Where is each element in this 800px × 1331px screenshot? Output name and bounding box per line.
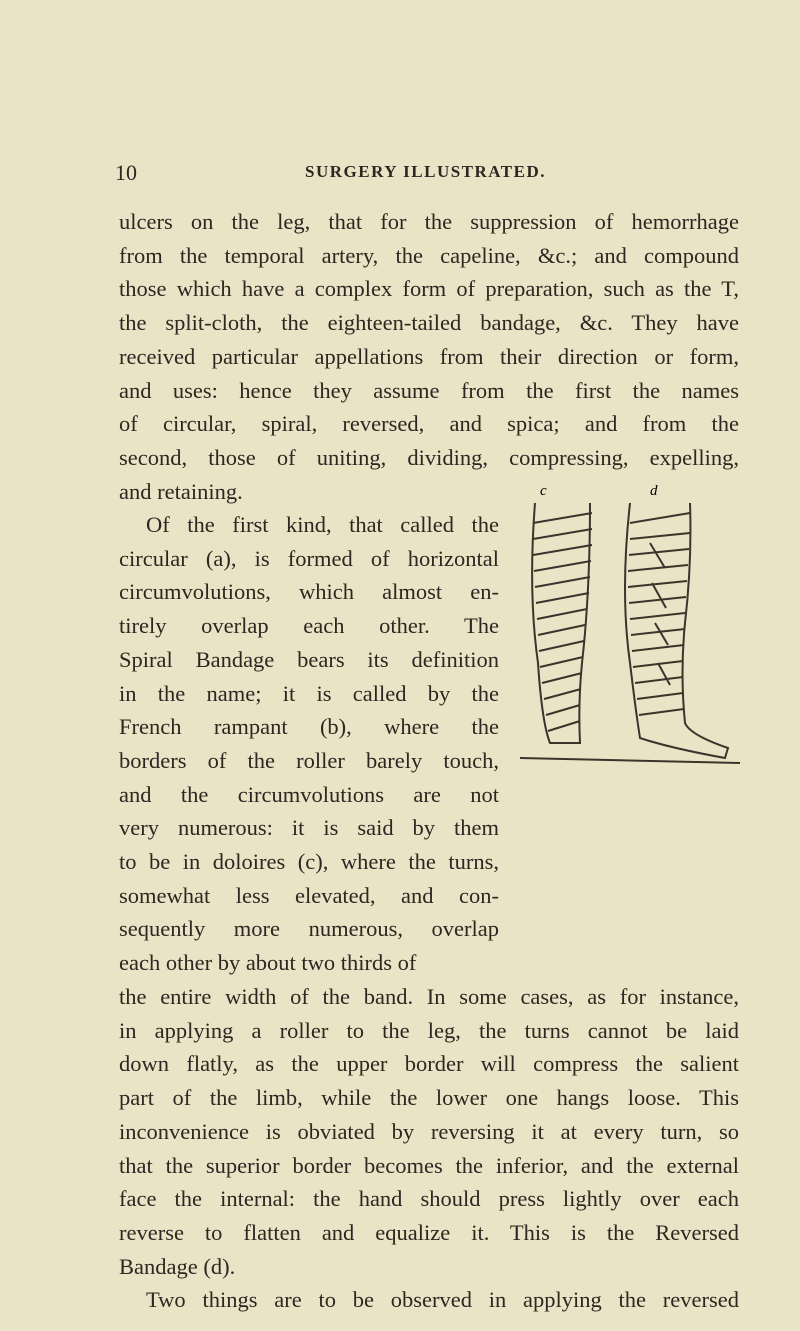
figure-label-c: c [540, 483, 547, 499]
text-line: each other by about two thirds of [119, 950, 417, 976]
bandaged-legs-illustration [480, 473, 750, 783]
text-line: sequently more numerous, overlap [119, 916, 499, 942]
text-line: Spiral Bandage bears its definition [119, 646, 499, 672]
text-line: in the name; it is called by the [119, 680, 499, 706]
text-line: from the temporal artery, the capeline, &c.; and compound [119, 242, 739, 268]
paragraph-2-full [119, 980, 739, 1283]
running-head: SURGERY ILLUSTRATED. [305, 162, 547, 181]
text-line: somewhat less elevated, and con- [119, 882, 499, 908]
text-line: the split-cloth, the eighteen-tailed bandage, &c. They have [119, 310, 739, 336]
page-header [115, 160, 745, 190]
page-number: 10 [115, 160, 137, 185]
text-line: Bandage (d). [119, 1253, 236, 1279]
figure-label-d: d [650, 483, 658, 499]
text-line: received particular appellations from their direction or form, [119, 343, 739, 369]
text-line: borders of the roller barely touch, [119, 747, 499, 773]
text-line: ulcers on the leg, that for the suppression of hemorrhage [119, 209, 739, 234]
text-line: the entire width of the band. In some cases, as for instance, [119, 984, 739, 1009]
text-line: French rampant (b), where the [119, 714, 499, 740]
text-line: tirely overlap each other. The [119, 613, 499, 639]
text-line: inconvenience is obviated by reversing it at every turn, so [119, 1118, 739, 1144]
text-line: Two things are to be observed in applying the reversed [146, 1287, 739, 1312]
text-line: reverse to flatten and equalize it. This is the Reversed [119, 1219, 739, 1245]
text-line: those which have a complex form of preparation, such as the T, [119, 276, 739, 302]
text-line: second, those of uniting, dividing, compressing, expelling, [119, 444, 739, 470]
text-line: and uses: hence they assume from the first the names [119, 377, 739, 403]
text-line: in applying a roller to the leg, the turns cannot be laid [119, 1017, 739, 1043]
text-line: to be in doloires (c), where the turns, [119, 849, 499, 875]
text-line: and retaining. [119, 478, 243, 504]
text-line: very numerous: it is said by them [119, 815, 499, 841]
text-line: Of the first kind, that called the [146, 512, 499, 537]
text-line: face the internal: the hand should press lightly over each [119, 1186, 739, 1212]
leg-c-outline [532, 503, 590, 743]
text-line: circular (a), is formed of horizontal [119, 545, 499, 571]
text-line: circumvolutions, which almost en- [119, 579, 499, 605]
text-line: down flatly, as the upper border will compress the salient [119, 1051, 739, 1077]
text-line: and the circumvolutions are not [119, 781, 499, 807]
text-line: part of the limb, while the lower one hangs loose. This [119, 1085, 739, 1111]
text-line: that the superior border becomes the inferior, and the external [119, 1152, 739, 1178]
paragraph-3 [119, 1283, 739, 1317]
text-line: of circular, spiral, reversed, and spica; and from the [119, 411, 739, 437]
paragraph-1 [119, 205, 739, 508]
